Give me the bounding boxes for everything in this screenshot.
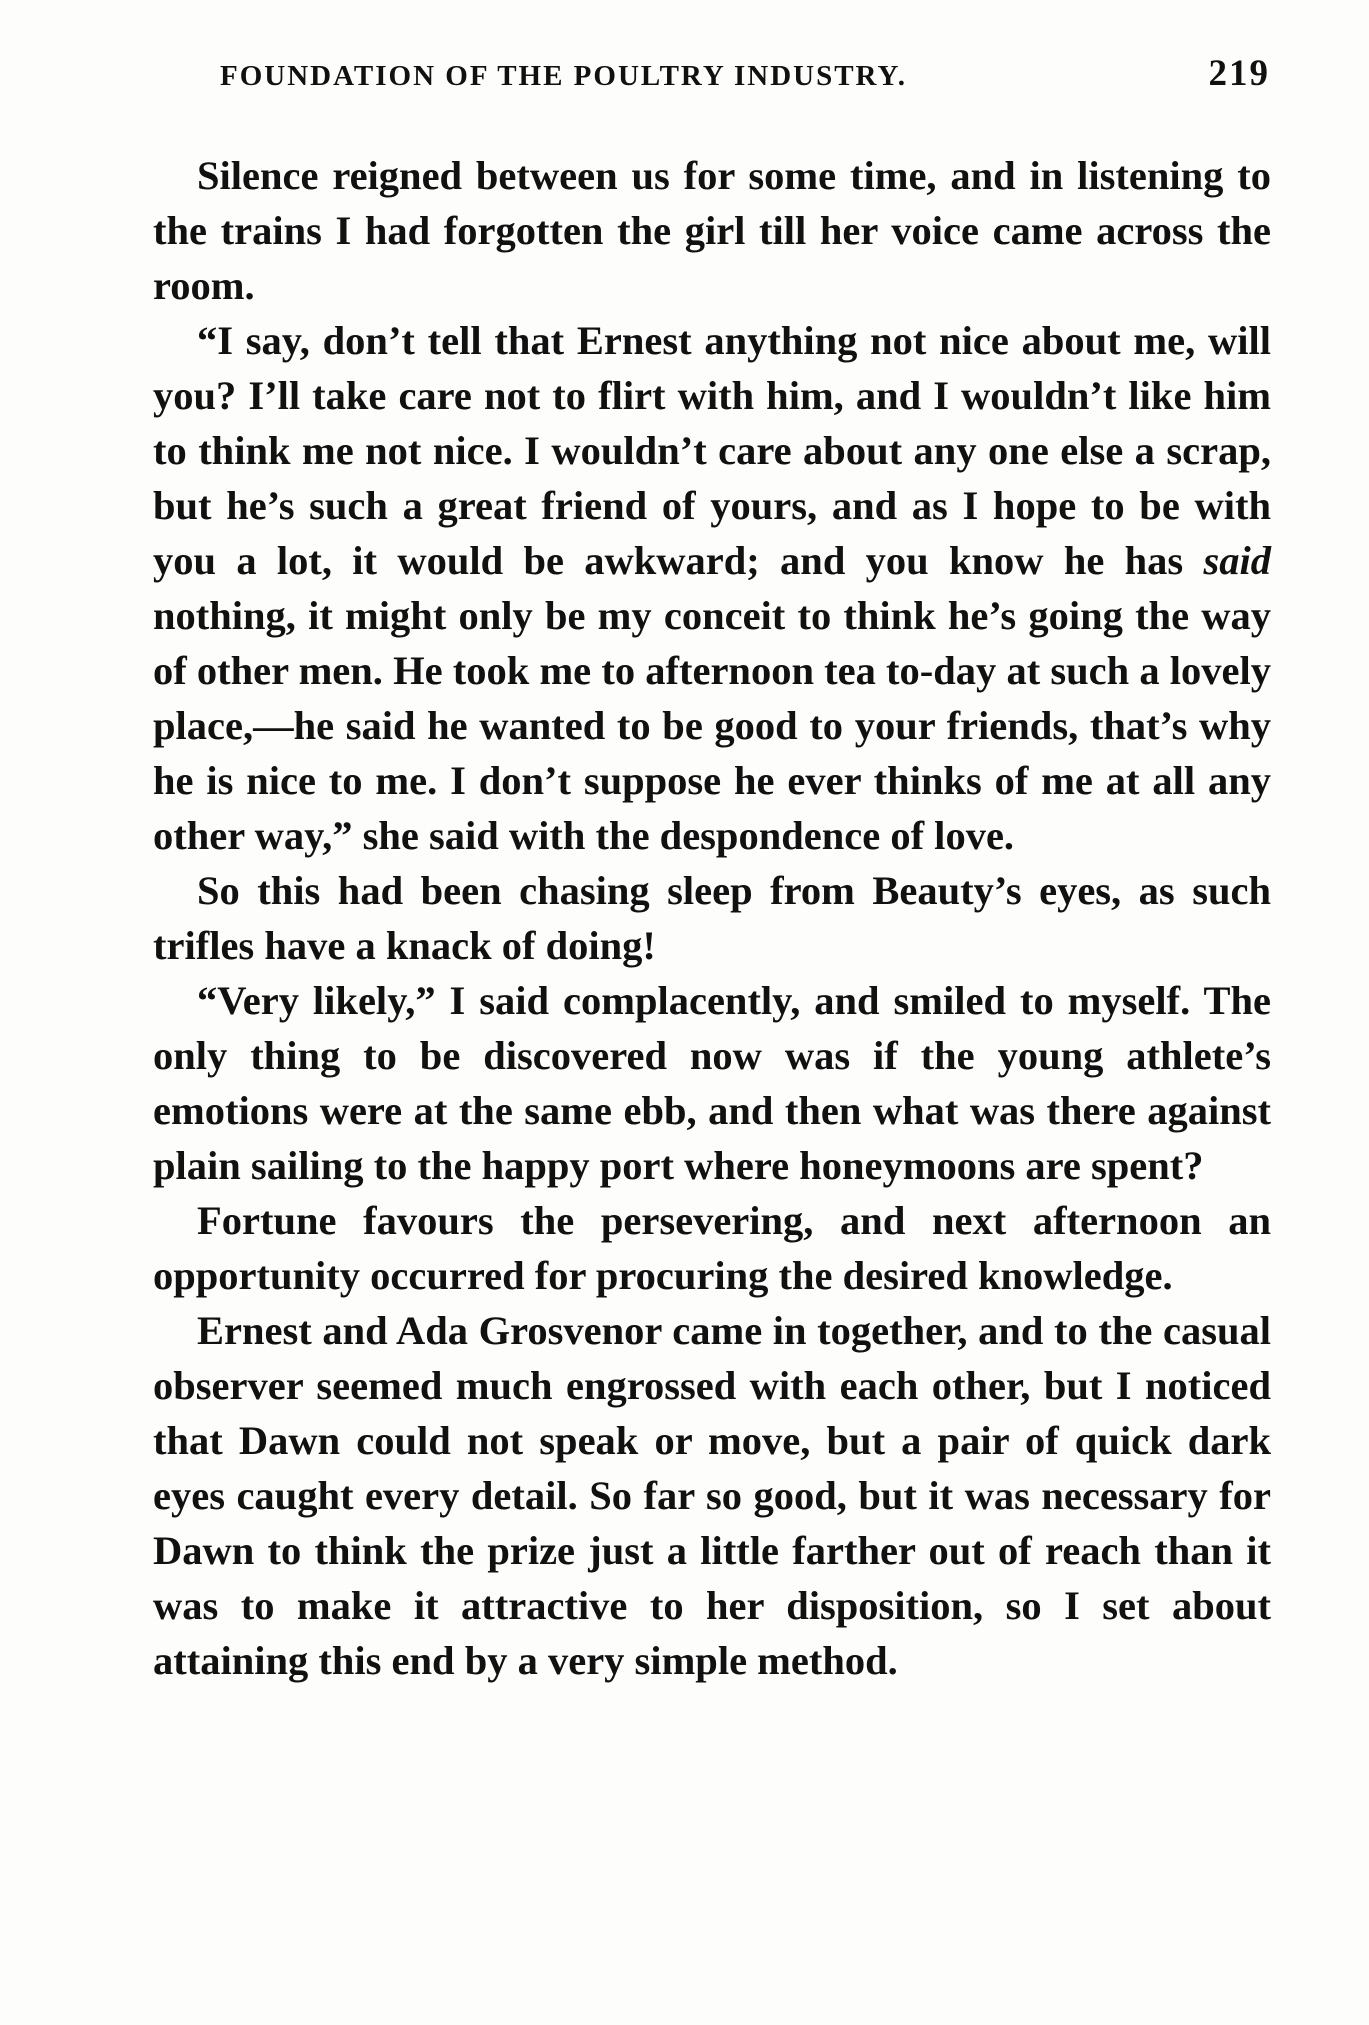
page-number: 219 [1208, 53, 1270, 94]
body-text [153, 148, 1271, 1688]
paragraph-1: Silence reigned between us for some time, and in listening to the trains I had forgotten the girl till her voice came across the room. [153, 153, 1271, 308]
paragraph-4: “Very likely,” I said complacently, and smiled to myself. The only thing to be discovered now was if the young athlete’s emotions were at the same ebb, and then what was there against plain sailing to the happy port where honeymoons are spent? [153, 978, 1271, 1188]
paragraph-2-part-1: “I say, don’t tell that Ernest anything not nice about me, will you? I’ll take care not to flirt with him, and I wouldn’t like him to think me not nice. I wouldn’t care about any one else a scrap, but he’s such a great friend of yours, and as I hope to be with you a lot, it would be awkward; and you know he has [153, 318, 1271, 583]
emphasized-word: said [1203, 538, 1271, 583]
chapter-running-title: FOUNDATION OF THE POULTRY INDUSTRY. [220, 60, 908, 92]
paragraph-2 [153, 313, 1271, 863]
paragraph-3: So this had been chasing sleep from Beauty’s eyes, as such trifles have a knack of doing! [153, 868, 1271, 968]
paragraph-2-part-2: nothing, it might only be my conceit to think he’s going the way of other men. He took me to afternoon tea to-day at such a lovely place,—he said he wanted to be good to your friends, that’s why he is nice to me. I don’t suppose he ever thinks of me at all any other way,” she said with the despondence of love. [153, 593, 1271, 858]
running-head [220, 52, 1270, 95]
paragraph-5: Fortune favours the persevering, and next afternoon an opportunity occurred for procuring the desired knowledge. [153, 1198, 1271, 1298]
paragraph-6: Ernest and Ada Grosvenor came in together, and to the casual observer seemed much engrossed with each other, but I noticed that Dawn could not speak or move, but a pair of quick dark eyes caught every detail. So far so good, but it was necessary for Dawn to think the prize just a little farther out of reach than it was to make it attractive to her disposition, so I set about attaining this end by a very simple method. [153, 1308, 1271, 1683]
